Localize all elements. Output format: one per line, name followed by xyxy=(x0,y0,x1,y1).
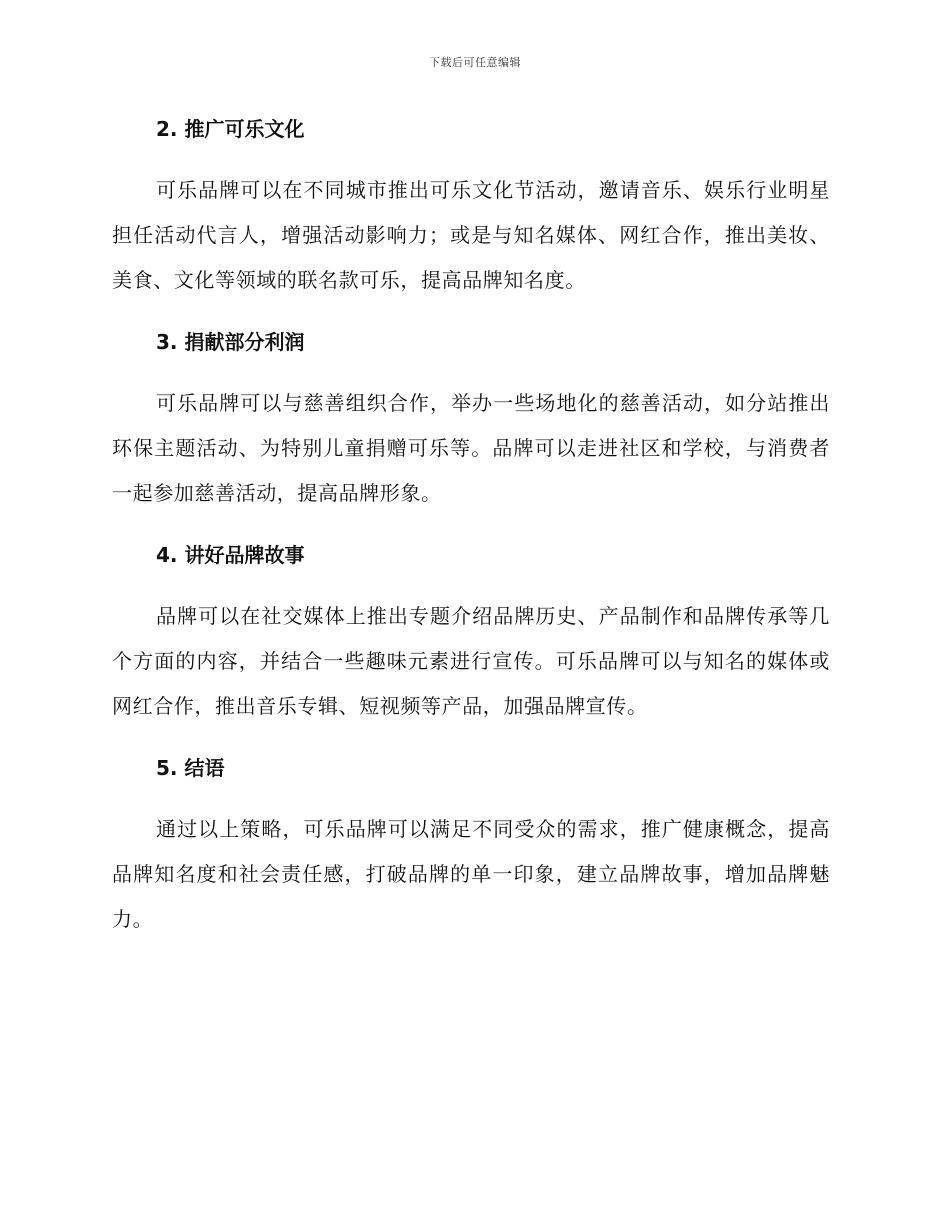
section-brand-story xyxy=(112,538,830,729)
section-heading: 5. 结语 xyxy=(156,756,225,780)
section-paragraph: 通过以上策略，可乐品牌可以满足不同受众的需求，推广健康概念，提高品牌知名度和社会责任感，打破品牌的单一印象，建立品牌故事，增加品牌魅力。 xyxy=(112,817,830,931)
section-conclusion xyxy=(112,751,830,942)
section-heading: 3. 捐献部分利润 xyxy=(156,330,305,354)
section-heading: 4. 讲好品牌故事 xyxy=(156,543,305,567)
section-paragraph: 可乐品牌可以与慈善组织合作，举办一些场地化的慈善活动，如分站推出环保主题活动、为特别儿童捐赠可乐等。品牌可以走进社区和学校，与消费者一起参加慈善活动，提高品牌形象。 xyxy=(112,391,830,505)
section-heading: 2. 推广可乐文化 xyxy=(156,117,305,141)
section-promote-culture xyxy=(112,112,830,303)
section-paragraph: 可乐品牌可以在不同城市推出可乐文化节活动，邀请音乐、娱乐行业明星担任活动代言人，增强活动影响力；或是与知名媒体、网红合作，推出美妆、美食、文化等领域的联名款可乐，提高品牌知名度。 xyxy=(112,178,830,292)
page-header: 下载后可任意编辑 xyxy=(429,56,521,69)
section-donate-profits xyxy=(112,325,830,516)
document-body xyxy=(112,112,830,942)
section-paragraph: 品牌可以在社交媒体上推出专题介绍品牌历史、产品制作和品牌传承等几个方面的内容，并结合一些趣味元素进行宣传。可乐品牌可以与知名的媒体或网红合作，推出音乐专辑、短视频等产品，加强品牌宣传。 xyxy=(112,604,830,718)
